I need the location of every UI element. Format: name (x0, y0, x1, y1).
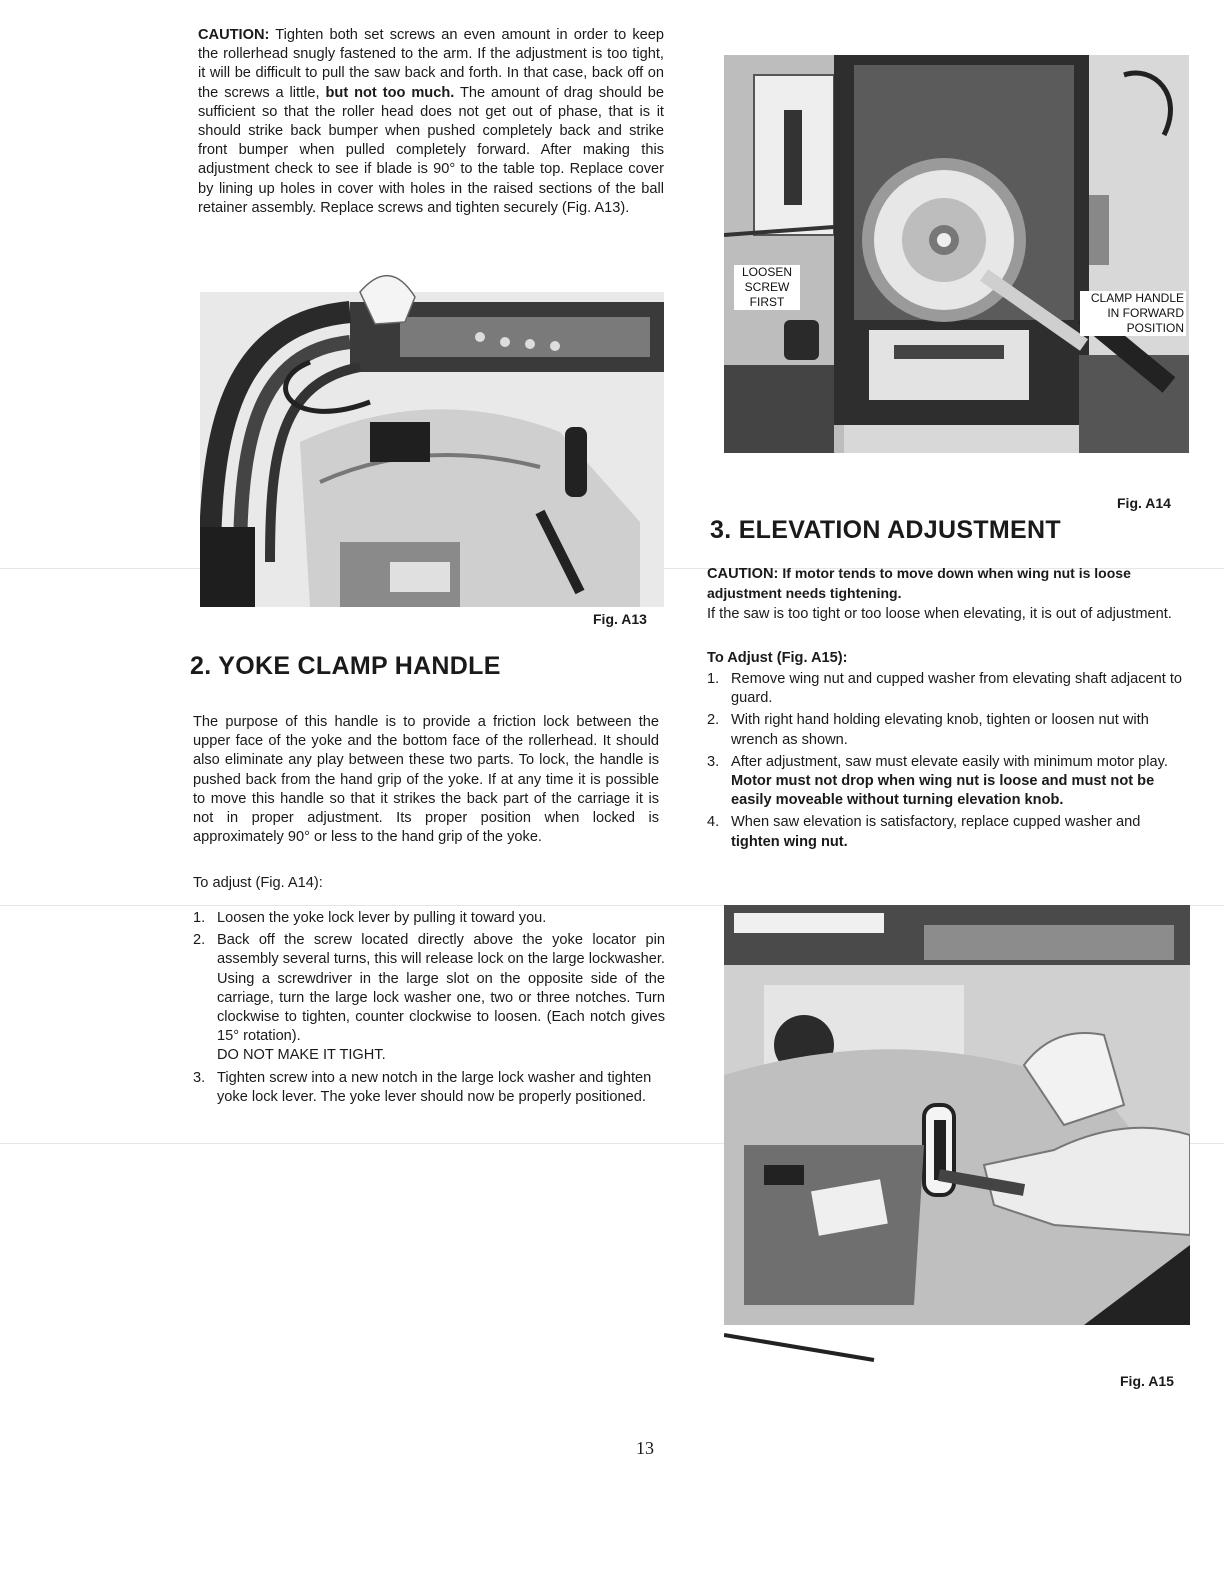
elevation-intro: If the saw is too tight or too loose when elevating, it is out of adjustment. (707, 606, 1172, 622)
yoke-to-adjust: To adjust (Fig. A14): (193, 875, 323, 891)
caution-label: CAUTION: (198, 27, 270, 43)
caution-text-2: The amount of drag should be sufficient so that the roller head does not get out of phase, that is it should strike back bumper when pushed completely back and strike front bumper when pulled completely forward. After making this adjustment check to see if blade is 90° to the table top. Replace cover by lining up holes in cover with holes in the raised sections of the ball retainer assembly. Replace screws and tighten securely (Fig. A13). (198, 84, 664, 216)
elevation-caution-text: If motor tends to move down when wing nut is loose adjustment needs tightening. (707, 565, 1131, 602)
elevation-heading: 3. ELEVATION ADJUSTMENT (710, 516, 1061, 544)
figure-a13-caption: Fig. A13 (593, 611, 647, 627)
caution-bold: but not too much. (325, 84, 455, 101)
do-not-tighten-note: DO NOT MAKE IT TIGHT. (217, 1047, 386, 1064)
figure-a15-photo (724, 905, 1190, 1367)
page-number: 13 (636, 1438, 654, 1458)
yoke-steps-list (193, 909, 665, 1110)
list-item: 1. Loosen the yoke lock lever by pulling it toward you. (193, 910, 547, 926)
caution-paragraph (198, 26, 664, 218)
caution-text-1: Tighten both set screws an even amount in order to keep the rollerhead snugly fastened to the arm. If the adjustment is too tight, it will be difficult to pull the saw back and forth. In that case, back off on the screws a little, (198, 27, 664, 101)
list-item: 2. Back off the screw located directly above the yoke locator pin assembly several turns, this will release lock on the large lockwasher. Using a screwdriver in the large slot on the opposite side of the carriage, turn the large lock washer one, two or three notches. Turn clockwise to tighten, counter clockwise to loosen. (Each notch gives 15° rotation). DO NOT MAKE IT TIGHT. (193, 931, 665, 1065)
elevation-steps-list (707, 670, 1185, 855)
figure-a14-caption: Fig. A14 (1117, 495, 1171, 511)
list-item: 2. With right hand holding elevating knob, tighten or loosen nut with wrench as shown. (707, 712, 1149, 748)
elevation-to-adjust: To Adjust (Fig. A15): (707, 650, 848, 666)
loosen-screw-label: LOOSEN SCREW FIRST (734, 265, 800, 310)
clamp-handle-label: CLAMP HANDLE IN FORWARD POSITION (1080, 291, 1186, 336)
yoke-clamp-heading: 2. YOKE CLAMP HANDLE (190, 652, 501, 680)
elevation-caution (707, 564, 1185, 604)
figure-a13-photo (200, 262, 664, 607)
list-item: 4. When saw elevation is satisfactory, replace cupped washer and tighten wing nut. (707, 814, 1141, 850)
figure-a14-photo (724, 55, 1189, 453)
yoke-description: The purpose of this handle is to provide a friction lock between the upper face of the yoke and the bottom face of the rollerhead. It should also eliminate any play between these two parts. To lock, the handle is pushed back from the hand grip of the yoke. If at any time it is possible to move this handle so that it strikes the back part of the carriage it is not in proper adjustment. Its proper position when locked is approximately 90° or less to the hand grip of the yoke. (193, 714, 659, 846)
list-item: 3. After adjustment, saw must elevate easily with minimum motor play. Motor must not drop when wing nut is loose and must not be easily moveable without turning elevation knob. (707, 753, 1168, 809)
elevation-caution-label: CAUTION: (707, 566, 779, 582)
list-item: 1. Remove wing nut and cupped washer from elevating shaft adjacent to guard. (707, 671, 1183, 707)
list-item: 3. Tighten screw into a new notch in the large lock washer and tighten yoke lock lever. The yoke lever should now be properly positioned. (193, 1069, 652, 1105)
figure-a15-caption: Fig. A15 (1120, 1373, 1174, 1389)
